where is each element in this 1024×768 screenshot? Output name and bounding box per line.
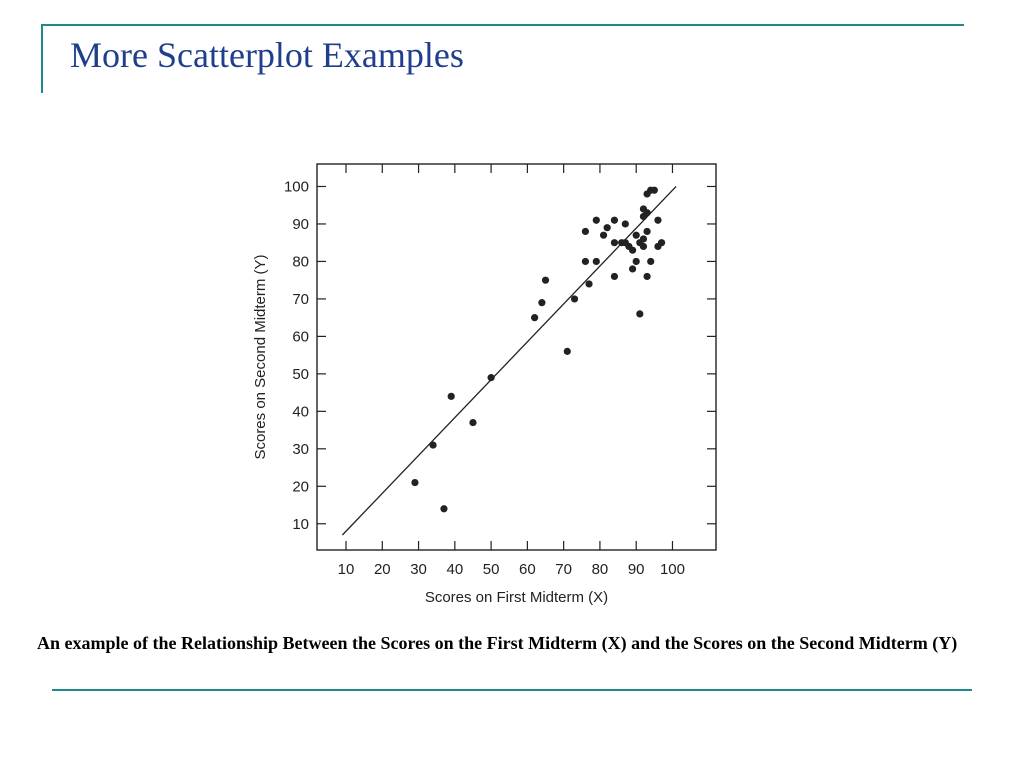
data-point: [643, 273, 650, 280]
data-point: [654, 217, 661, 224]
data-point: [636, 310, 643, 317]
data-point: [640, 235, 647, 242]
x-tick-label: 30: [410, 561, 427, 578]
data-point: [643, 209, 650, 216]
x-tick-label: 80: [591, 561, 609, 578]
x-tick-label: 60: [519, 561, 536, 578]
data-point: [611, 273, 618, 280]
data-point: [582, 258, 589, 265]
y-tick-label: 20: [292, 478, 309, 496]
data-point: [593, 258, 600, 265]
y-tick-label: 30: [292, 440, 309, 458]
data-point: [611, 217, 618, 224]
figure-caption: An example of the Relationship Between the Scores on the First Midterm (X) and the Scores on the Second Midterm (Y): [37, 633, 958, 653]
y-tick-label: 70: [292, 290, 309, 308]
y-axis-label: Scores on Second Midterm (Y): [252, 254, 269, 460]
y-tick-label: 50: [292, 365, 309, 383]
data-point: [531, 314, 538, 321]
x-tick-label: 10: [337, 561, 355, 578]
x-tick-label: 50: [482, 561, 500, 578]
x-tick-label: 100: [659, 561, 685, 578]
data-point: [440, 505, 447, 512]
data-point: [488, 374, 495, 381]
data-point: [469, 419, 476, 426]
data-point: [633, 258, 640, 265]
data-point: [640, 243, 647, 250]
data-point: [647, 258, 654, 265]
title-accent-rule: [41, 24, 43, 93]
y-tick-label: 80: [292, 253, 309, 271]
data-point: [582, 228, 589, 235]
y-tick-label: 60: [292, 328, 309, 346]
title-top-rule: [41, 24, 964, 26]
data-point: [538, 299, 545, 306]
y-tick-label: 100: [283, 178, 309, 196]
x-axis-label: Scores on First Midterm (X): [424, 589, 609, 606]
slide-title: More Scatterplot Examples: [70, 35, 464, 75]
data-point: [651, 187, 658, 194]
data-point: [448, 393, 455, 400]
bottom-rule: [52, 689, 972, 691]
data-point: [411, 479, 418, 486]
x-tick-label: 20: [373, 561, 391, 578]
data-point: [593, 217, 600, 224]
data-point: [585, 280, 592, 287]
data-point: [564, 348, 571, 355]
data-point: [604, 224, 611, 231]
data-point: [633, 232, 640, 239]
scatterplot-figure: [230, 150, 750, 620]
data-point: [629, 247, 636, 254]
data-point: [622, 220, 629, 227]
y-tick-label: 90: [292, 215, 309, 233]
y-tick-label: 40: [292, 403, 309, 421]
data-point: [611, 239, 618, 246]
regression-line: [342, 186, 676, 535]
data-point: [658, 239, 665, 246]
data-point: [429, 441, 436, 448]
x-tick-label: 70: [555, 561, 572, 578]
x-tick-label: 90: [627, 561, 645, 578]
data-point: [571, 295, 578, 302]
y-tick-label: 10: [292, 515, 309, 533]
x-tick-label: 40: [446, 561, 464, 578]
data-point: [600, 232, 607, 239]
data-point: [629, 265, 636, 272]
data-point: [542, 277, 549, 284]
scatterplot-chart: [230, 150, 750, 620]
data-point: [643, 228, 650, 235]
